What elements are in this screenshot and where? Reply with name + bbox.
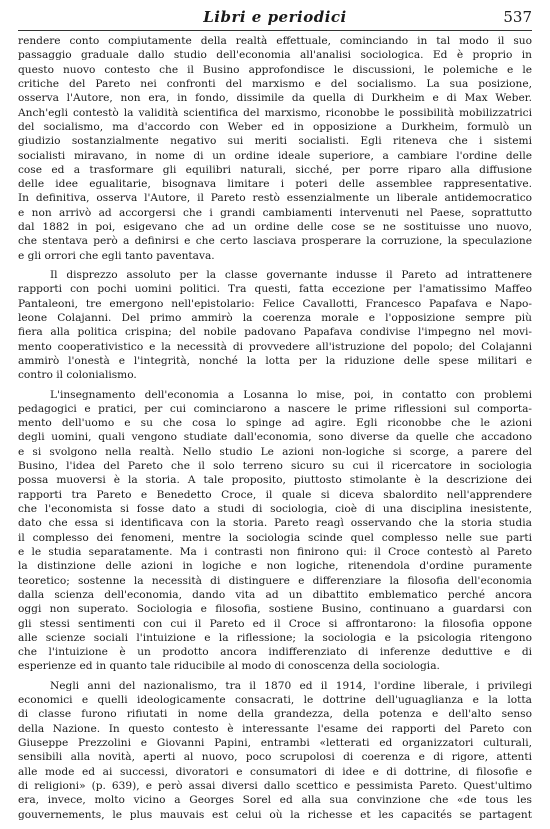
text-line: teoretico; sostenne la necessità di distinguere e differenziare la filosofia dell'economia [18,574,532,587]
text-line: e le studia separatamente. Ma i contrasti non finirono qui: il Croce contestò al Pareto [18,545,532,558]
text-line: contro il colonialismo. [18,369,137,382]
text-line: fiera alla politica crispina; del nobile padovano Papafava condivise l'impegno nel movi- [18,326,532,339]
text-line: mento cooperativistico e la necessità di provvedere all'istruzione del popolo; del Colajanni [18,340,532,353]
text-line: alle scienze sociali l'intuizione e la riflessione; la sociologia e la psicologia ritengono [18,631,532,644]
text-line: critiche del Pareto nei confronti del marxismo e del socialismo. La sua posizione, [18,77,532,90]
text-line: Giuseppe Prezzolini e Giovanni Papini, entrambi «letterati ed organizzatori culturali, [18,737,532,749]
text-line: giudizio sostanzialmente negativo sui meriti socialisti. Egli riteneva che i sistemi [18,135,532,148]
text-line: socialisti miravano, in nome di un ordine ideale superiore, a cambiare l'ordine delle [18,149,532,162]
text-line: ammirò l'onestà e l'integrità, nonché la lotta per la riduzione delle spese militari e [18,354,532,367]
text-line: la distinzione delle azioni in logiche e non logiche, ritenendola d'ordine puramente [18,560,532,573]
text-line: possa muoversi è la storia. A tale proposito, piuttosto stimolante è la descrizione dei [18,474,532,487]
page-body [18,34,532,822]
text-line: cose ed a trasformare gli equilibri naturali, sicché, per porre riparo alla diffusione [18,163,532,176]
text-line: del socialismo, ma d'accordo con Weber ed in opposizione a Durkheim, formulò un [18,120,532,133]
running-header [18,6,532,30]
paragraph [18,34,532,263]
text-line: passaggio graduale dallo studio dell'economia all'analisi sociologica. Ed è proprio in [18,49,532,62]
text-line: gli stessi sentimenti con cui il Pareto ed il Croce si affrontarono: la filosofia oppone [18,617,532,630]
text-line: gouvernements, le plus mauvais est celui où la richesse et les capacités se partagent [18,808,532,821]
text-line: e si svolgono nella realtà. Nello studio Le azioni non-logiche si scorge, a parere del [18,445,532,458]
text-line: In definitiva, osserva l'Autore, il Pareto restò essenzialmente un liberale antidemocratico [18,192,532,205]
text-line: L'insegnamento dell'economia a Losanna lo mise, poi, in contatto con problemi [50,388,532,401]
paragraph [18,679,532,822]
text-line: oggi non superato. Sociologia e filosofia, sostiene Busino, continuano a guardarsi con [18,603,532,616]
paragraph [18,268,532,383]
text-line: mento dell'uomo e su che cosa lo spinge ad agire. Egli riconobbe che le azioni [18,417,532,430]
text-line: esperienze ed in quanto tale riducibile al modo di conoscenza della sociologia. [18,660,440,673]
text-line: della Nazione. In questo contesto è interessante l'esame dei rapporti del Pareto con [18,722,532,735]
text-line: osserva l'Autore, non era, in fondo, dissimile da quella di Durkheim e di Max Weber. [18,92,532,105]
text-line: dal 1882 in poi, esigevano che ad un ordine delle cose se ne sostituisse uno nuovo, [18,221,532,234]
text-line: Anch'egli contestò la validità scientifica del marxismo, riconobbe le possibilità mobilizzatrici [18,106,532,119]
text-line: rapporti tra Pareto e Benedetto Croce, il quale si diceva sbalordito nell'apprendere [18,488,532,501]
text-line: degli uomini, quali vengono studiate dall'economia, sono diverse da quelle che accadono [18,431,532,444]
text-line: che stentava però a definirsi e che certo lasciava prosperare la corruzione, la speculazione [18,235,532,248]
text-line: di religioni» (p. 639), e però assai diversi dallo scettico e pessimista Pareto. Quest'ultimo [18,779,532,792]
running-title: Libri e periodici [203,8,347,26]
text-line: dalla scienza dell'economia, dando vita ad un dibattito emblematico perché ancora [18,588,532,601]
text-line: Pantaleoni, tre emergono nell'epistolario: Felice Cavallotti, Francesco Papafava e Napo- [18,297,532,310]
text-line: di classe furono rifiutati in nome della grandezza, della potenza e dell'alto senso [18,708,532,721]
text-line: rendere conto compiutamente della realtà effettuale, cominciando in tal modo il suo [18,35,532,47]
page-number: 537 [503,8,532,26]
text-line: pedagogici e pratici, per cui cominciarono a nascere le prime riflessioni sul comporta- [18,402,532,415]
header-rule [18,30,532,31]
text-line: questo nuovo contesto che il Busino approfondisce le discussioni, le polemiche e le [18,63,532,76]
text-line: leone Colajanni. Del primo ammirò la coerenza morale e l'opposizione sempre più [18,311,532,324]
paragraph [18,388,532,674]
text-line: che l'economista si fosse dato a studi di sociologia, cioè di una disciplina inesistente, [18,503,532,515]
text-line: il complesso dei fenomeni, mentre la sociologia scinde quel complesso nelle sue parti [18,531,532,544]
text-line: economici e quelli ideologicamente consacrati, le dottrine dell'uguaglianza e la lotta [18,694,532,707]
text-line: rapporti con pochi uomini politici. Tra questi, fatta eccezione per l'amatissimo Maffeo [18,283,532,296]
text-line: delle idee egualitarie, bisognava limitare i poteri delle assemblee rappresentative. [18,178,532,191]
text-line: era, invece, molto vicino a Georges Sorel ed alla sua convinzione che «de tous les [18,794,532,807]
text-line: Il disprezzo assoluto per la classe governante indusse il Pareto ad intrattenere [50,269,532,281]
text-line: alle mode ed ai successi, divoratori e consumatori di idee e di dottrine, di filosofie e [18,765,532,778]
text-line: Busino, l'idea del Pareto che il solo terreno sicuro su cui il ricercatore in sociologia [18,460,532,473]
text-line: che l'intuizione è un prodotto ancora indifferenziato di inferenze deduttive e di [18,646,532,659]
text-line: dato che essa si identificava con la storia. Pareto reagì osservando che la storia studia [18,517,532,530]
text-line: e gli orrori che egli tanto paventava. [18,249,215,262]
text-line: Negli anni del nazionalismo, tra il 1870 ed il 1914, l'ordine liberale, i privilegi [50,679,532,692]
text-line: e non arrivò ad accorgersi che i grandi cambiamenti intervenuti nel Paese, soprattutto [18,206,532,219]
text-line: sensibili alla novità, aperti al nuovo, poco scrupolosi di coerenza e di rigore, attenti [18,751,532,764]
